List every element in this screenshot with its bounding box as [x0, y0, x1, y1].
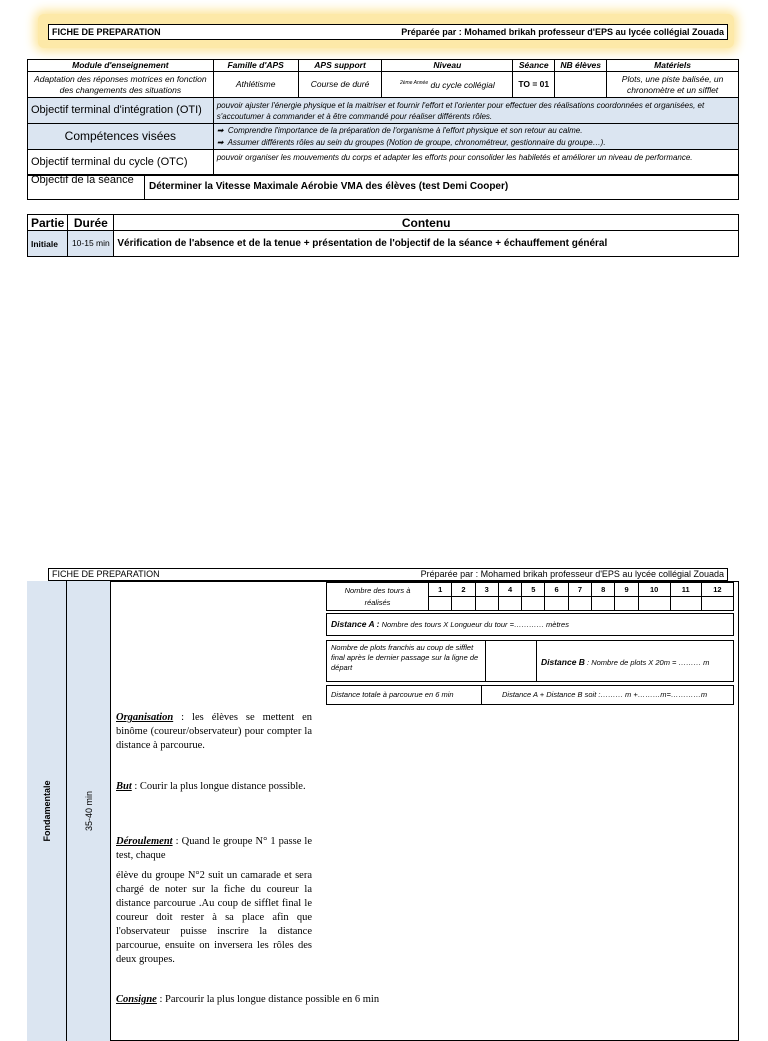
info-table — [27, 59, 739, 176]
deroulement-paragraph — [116, 835, 312, 863]
header-niveau: Niveau — [382, 60, 513, 72]
deroulement-text: : Quand le groupe N° 1 passe le test, chaque — [116, 836, 312, 861]
famille-value: Athlétisme — [213, 72, 298, 98]
organisation-paragraph — [116, 711, 312, 753]
header-title: FICHE DE PREPARATION — [52, 27, 161, 37]
tour-cell[interactable] — [568, 597, 591, 611]
objectif-seance-label: Objectif de la séance — [28, 175, 145, 199]
page2-header — [48, 568, 728, 581]
tour-number: 9 — [615, 583, 638, 597]
tour-number: 7 — [568, 583, 591, 597]
header-author: Préparée par : Mohamed brikah professeur d'EPS au lycée collégial Zouada — [401, 27, 724, 37]
page2-header-author: Préparée par : Mohamed brikah professeur d'EPS au lycée collégial Zouada — [420, 569, 724, 579]
competences-row — [28, 124, 739, 150]
tour-cell[interactable] — [522, 597, 545, 611]
consigne-paragraph — [116, 993, 516, 1007]
initiale-duree: 10-15 min — [68, 231, 114, 257]
niveau-text: du cycle collégial — [428, 79, 495, 90]
competences-label: Compétences visées — [28, 124, 214, 150]
distance-b-label: Distance B — [541, 657, 585, 667]
info-header-row — [28, 60, 739, 72]
tour-cell[interactable] — [545, 597, 568, 611]
total-distance-box — [326, 685, 734, 705]
initiale-row — [28, 231, 739, 257]
distance-b-text: : Nombre de plots X 20m = ……… m — [584, 658, 710, 667]
header-module: Module d'enseignement — [28, 60, 214, 72]
initiale-partie: Initiale — [28, 231, 68, 257]
tour-number: 8 — [592, 583, 615, 597]
oti-label: Objectif terminal d'intégration (OTI) — [28, 98, 214, 124]
arrow-icon: ➡ — [216, 125, 224, 135]
info-values-row — [28, 72, 739, 98]
niveau-value — [382, 72, 513, 98]
header-duree: Durée — [68, 215, 114, 231]
organisation-text: : les élèves se mettent en binôme (coureur/observateur) pour compter la distance à parcourue. — [116, 712, 312, 751]
deroulement-paragraph-2: élève du groupe N°2 suit un camarade et sera chargé de noter sur la fiche du coureur la distance parcourue .Au coup de sifflet final le coureur doit rester à sa place afin que l'observateur puisse inscrire la distance parcourue, ensuite on inversera les rôles des deux groupes. — [116, 870, 312, 965]
organisation-label: Organisation — [116, 712, 174, 723]
initiale-contenu: Vérification de l'absence et de la tenue + présentation de l'objectif de la séance + échauffement général — [114, 231, 739, 257]
but-paragraph — [116, 780, 312, 794]
header-aps: APS support — [298, 60, 382, 72]
header-seance: Séance — [513, 60, 555, 72]
arrow-icon: ➡ — [216, 137, 224, 147]
materiels-value: Plots, une piste balisée, un chronomètre et un sifflet — [607, 72, 739, 98]
consigne-text: : Parcourir la plus longue distance possible en 6 min — [156, 994, 380, 1005]
tour-cell[interactable] — [638, 597, 670, 611]
tour-cell[interactable] — [452, 597, 475, 611]
objectif-seance — [27, 174, 739, 200]
distance-a-label: Distance A : — [331, 619, 380, 629]
tours-table — [326, 582, 734, 611]
niveau-sup: 2ème Année — [399, 80, 429, 87]
objectif-seance-text: Déterminer la Vitesse Maximale Aérobie VMA des élèves (test Demi Cooper) — [149, 181, 509, 192]
otc-text: pouvoir organiser les mouvements du corps et adapter les efforts pour consolider les habiletés et améliorer un niveau de performance. — [213, 150, 738, 176]
module-value: Adaptation des réponses motrices en fonction des changements des situations — [28, 72, 214, 98]
header-contenu: Contenu — [114, 215, 739, 231]
distance-b — [537, 641, 733, 681]
fondamentale-duree: 35-40 min — [83, 790, 94, 832]
tours-number-row — [327, 583, 734, 597]
total-label: Distance totale à parcourue en 6 min — [327, 686, 482, 704]
header-nb-eleves: NB élèves — [555, 60, 607, 72]
tour-number: 10 — [638, 583, 670, 597]
tour-number: 12 — [701, 583, 733, 597]
plots-value-cell[interactable] — [486, 641, 537, 681]
competence-item: ➡ Comprendre l'importance de la préparation de l'organisme à l'effort physique et son retour au calme. — [216, 125, 583, 135]
tour-cell[interactable] — [670, 597, 701, 611]
fondamentale-partie: Fondamentale — [41, 780, 52, 842]
nb-eleves-value — [555, 72, 607, 98]
tour-cell[interactable] — [615, 597, 638, 611]
document-header — [48, 24, 728, 40]
distance-b-box — [326, 640, 734, 682]
total-text: Distance A + Distance B soit :……… m +………m=…………m — [502, 690, 708, 699]
tour-number: 1 — [429, 583, 452, 597]
distance-a-box — [326, 613, 734, 636]
but-label: But — [116, 781, 132, 792]
header-partie: Partie — [28, 215, 68, 231]
oti-text: pouvoir ajuster l'énergie physique et la maitriser et fournir l'effort et l'orienter pour effectuer des réalisations coordonnées et organisées, et s'accoutumer à commander et à être commandé pour réaliser différents rôles. — [213, 98, 738, 124]
fondamentale-partie-cell — [27, 581, 67, 1041]
tour-number: 3 — [475, 583, 498, 597]
aps-value: Course de duré — [298, 72, 382, 98]
tour-cell[interactable] — [592, 597, 615, 611]
tour-number: 11 — [670, 583, 701, 597]
otc-row — [28, 150, 739, 176]
competences-list — [213, 124, 738, 150]
tour-number: 4 — [498, 583, 521, 597]
header-materiels: Matériels — [607, 60, 739, 72]
page2-header-title: FICHE DE PREPARATION — [52, 569, 160, 579]
seance-value: TO = 01 — [513, 72, 555, 98]
fondamentale-duree-cell — [67, 581, 111, 1041]
parts-table — [27, 214, 739, 257]
competence-item: ➡ Assumer différents rôles au sein du groupes (Notion de groupe, chronométreur, gestionnaire du groupe…). — [216, 137, 606, 147]
oti-row — [28, 98, 739, 124]
tour-cell[interactable] — [498, 597, 521, 611]
deroulement-label: Déroulement — [116, 836, 173, 847]
distance-a-text: Nombre des tours X Longueur du tour =………… mètres — [379, 620, 569, 629]
tours-label: Nombre des tours à réalisés — [327, 583, 429, 611]
header-famille: Famille d'APS — [213, 60, 298, 72]
parts-header-row — [28, 215, 739, 231]
tour-cell[interactable] — [475, 597, 498, 611]
but-text: : Courir la plus longue distance possible. — [131, 781, 306, 792]
tour-cell[interactable] — [701, 597, 733, 611]
plots-label: Nombre de plots franchis au coup de sifflet final après le dernier passage sur la ligne de départ — [327, 641, 486, 681]
consigne-label: Consigne — [116, 994, 157, 1005]
tour-number: 6 — [545, 583, 568, 597]
tour-cell[interactable] — [429, 597, 452, 611]
tour-number: 2 — [452, 583, 475, 597]
tour-number: 5 — [522, 583, 545, 597]
otc-label: Objectif terminal du cycle (OTC) — [28, 150, 214, 176]
